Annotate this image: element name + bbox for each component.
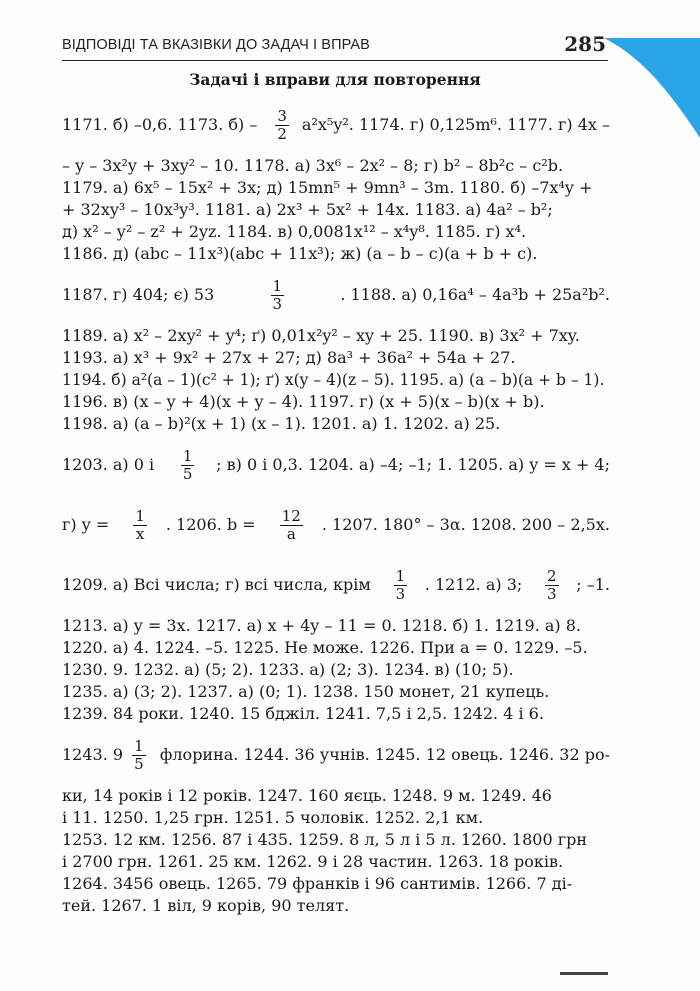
text-segment: ; –1.	[576, 575, 610, 594]
fraction	[394, 568, 408, 603]
text-segment: 1239. 84 роки. 1240. 15 бджіл. 1241. 7,5 і 2,5. 1242. 4 і 6.	[62, 704, 544, 723]
text-segment: 1189. а) x² – 2xy² + y⁴; ґ) 0,01x²y² – xy + 25. 1190. в) 3x² + 7xy.	[62, 326, 580, 345]
text-segment: 1179. а) 6x⁵ – 15x² + 3x; д) 15mn⁵ + 9mn³ – 3m. 1180. б) –7x⁴y +	[62, 178, 593, 197]
text-line	[62, 369, 610, 391]
text-line	[62, 413, 610, 435]
text-segment: . 1206. b =	[165, 515, 261, 534]
running-title: ВІДПОВІДІ ТА ВКАЗІВКИ ДО ЗАДАЧ І ВПРАВ	[62, 37, 370, 53]
text-segment: 1264. 3456 овець. 1265. 79 франків і 96 сантимів. 1266. 7 ді-	[62, 874, 573, 893]
text-segment: г) y =	[62, 515, 115, 534]
text-segment: 1194. б) a²(a – 1)(c² + 1); ґ) x(y – 4)(z – 5). 1195. а) (a – b)(a + b – 1).	[62, 371, 605, 389]
text-segment: 1187. г) 404; є) 53	[62, 285, 215, 304]
corner-accent-decoration	[604, 38, 700, 138]
text-line	[62, 243, 610, 265]
text-segment: і 11. 1250. 1,25 грн. 1251. 5 чоловік. 1252. 2,1 км.	[62, 808, 484, 827]
text-line	[62, 495, 610, 555]
text-segment: . 1212. а) 3;	[424, 575, 528, 594]
fraction-denominator: 2	[277, 124, 287, 143]
text-segment: . 1188. а) 0,16a⁴ – 4a³b + 25a²b².	[340, 285, 610, 304]
text-line	[62, 435, 610, 495]
text-segment: 1203. а) 0 і	[62, 455, 160, 474]
fraction	[280, 508, 303, 543]
fraction-denominator: 3	[547, 584, 557, 603]
text-line	[62, 325, 610, 347]
footer-mark	[560, 972, 608, 975]
text-segment: і 2700 грн. 1261. 25 км. 1262. 9 і 28 частин. 1263. 18 років.	[62, 852, 564, 871]
text-line	[62, 155, 610, 177]
text-segment: 1230. 9. 1232. а) (5; 2). 1233. а) (2; 3). 1234. в) (10; 5).	[62, 660, 514, 679]
fraction-denominator: x	[135, 524, 145, 543]
text-line	[62, 347, 610, 369]
text-line	[62, 221, 610, 243]
text-line	[62, 725, 610, 785]
text-segment: 1213. а) y = 3x. 1217. а) x + 4y – 11 = 0. 1218. б) 1. 1219. а) 8.	[62, 616, 582, 635]
text-line	[62, 95, 610, 155]
text-segment: 1243. 9	[62, 745, 124, 764]
fraction-numerator: 1	[182, 446, 193, 465]
fraction-denominator: 5	[182, 464, 193, 483]
fraction-numerator: 1	[134, 736, 144, 755]
fraction-denominator: 5	[134, 754, 144, 773]
text-segment: 1235. а) (3; 2). 1237. а) (0; 1). 1238. 150 монет, 21 купець.	[62, 682, 550, 701]
text-segment: – y – 3x²y + 3xy² – 10. 1178. а) 3x⁶ – 2x² – 8; г) b² – 8b²c – c²b.	[62, 156, 564, 175]
text-segment: ; в) 0 і 0,3. 1204. а) –4; –1; 1. 1205. а) y = x + 4;	[216, 455, 610, 474]
fraction-numerator: 3	[277, 106, 287, 125]
fraction-denominator: 3	[395, 584, 406, 603]
text-line	[62, 659, 610, 681]
text-line	[62, 703, 610, 725]
text-line	[62, 199, 610, 221]
section-title: Задачі і вправи для повторення	[189, 70, 481, 89]
fraction	[545, 568, 559, 603]
text-line	[62, 873, 610, 895]
text-line	[62, 807, 610, 829]
text-segment: . 1207. 180° – 3α. 1208. 200 – 2,5x.	[321, 515, 610, 534]
fraction	[132, 738, 146, 773]
fraction-denominator: 3	[272, 294, 283, 313]
text-segment: 1171. б) –0,6. 1173. б) –	[62, 115, 263, 134]
text-segment: д) x² – y² – z² + 2yz. 1184. в) 0,0081x¹² – x⁴y⁸. 1185. г) x⁴.	[62, 222, 527, 241]
fraction-numerator: 1	[272, 276, 283, 295]
text-segment: 1186. д) (abc – 11x³)(abc + 11x³); ж) (a – b – c)(a + b + c).	[62, 244, 538, 263]
text-line	[62, 829, 610, 851]
text-segment: 1193. а) x³ + 9x² + 27x + 27; д) 8a³ + 36a² + 54a + 27.	[62, 348, 516, 367]
text-segment: 1196. в) (x – y + 4)(x + y – 4). 1197. г) (x + 5)(x – b)(x + b).	[62, 392, 545, 411]
text-line	[62, 637, 610, 659]
fraction-numerator: 1	[395, 566, 406, 585]
fraction	[181, 448, 195, 483]
page-number: 285	[564, 32, 606, 56]
text-segment: флорина. 1244. 36 учнів. 1245. 12 овець. 1246. 32 ро-	[154, 745, 610, 764]
text-line	[62, 265, 610, 325]
text-segment: 1209. а) Всі числа; г) всі числа, крім	[62, 575, 376, 594]
text-segment: ки, 14 років і 12 років. 1247. 160 яєць. 1248. 9 м. 1249. 46	[62, 786, 552, 805]
text-segment: a²x⁵y². 1174. г) 0,125m⁶. 1177. г) 4x –	[301, 115, 610, 134]
text-line	[62, 391, 610, 413]
fraction-numerator: 12	[281, 506, 301, 525]
text-segment: + 32xy³ – 10x³y³. 1181. а) 2x³ + 5x² + 14x. 1183. а) 4a² – b²;	[62, 200, 553, 219]
text-line	[62, 895, 610, 917]
text-line	[62, 555, 610, 615]
page-header	[62, 30, 608, 61]
text-line	[62, 785, 610, 807]
fraction	[271, 278, 285, 313]
answers-text	[62, 95, 610, 917]
fraction	[275, 108, 289, 143]
fraction-numerator: 2	[547, 566, 557, 585]
text-line	[62, 851, 610, 873]
text-segment: 1198. а) (a – b)²(x + 1) (x – 1). 1201. а) 1. 1202. а) 25.	[62, 414, 501, 433]
text-segment: 1220. а) 4. 1224. –5. 1225. Не може. 1226. При a = 0. 1229. –5.	[62, 638, 588, 657]
text-line	[62, 177, 610, 199]
fraction	[133, 508, 147, 543]
text-line	[62, 681, 610, 703]
text-segment: тей. 1267. 1 віл, 9 корів, 90 телят.	[62, 896, 350, 915]
text-line	[62, 615, 610, 637]
text-segment: 1253. 12 км. 1256. 87 і 435. 1259. 8 л, 5 л і 5 л. 1260. 1800 грн	[62, 830, 587, 849]
fraction-denominator: a	[286, 524, 296, 543]
fraction-numerator: 1	[135, 506, 145, 525]
